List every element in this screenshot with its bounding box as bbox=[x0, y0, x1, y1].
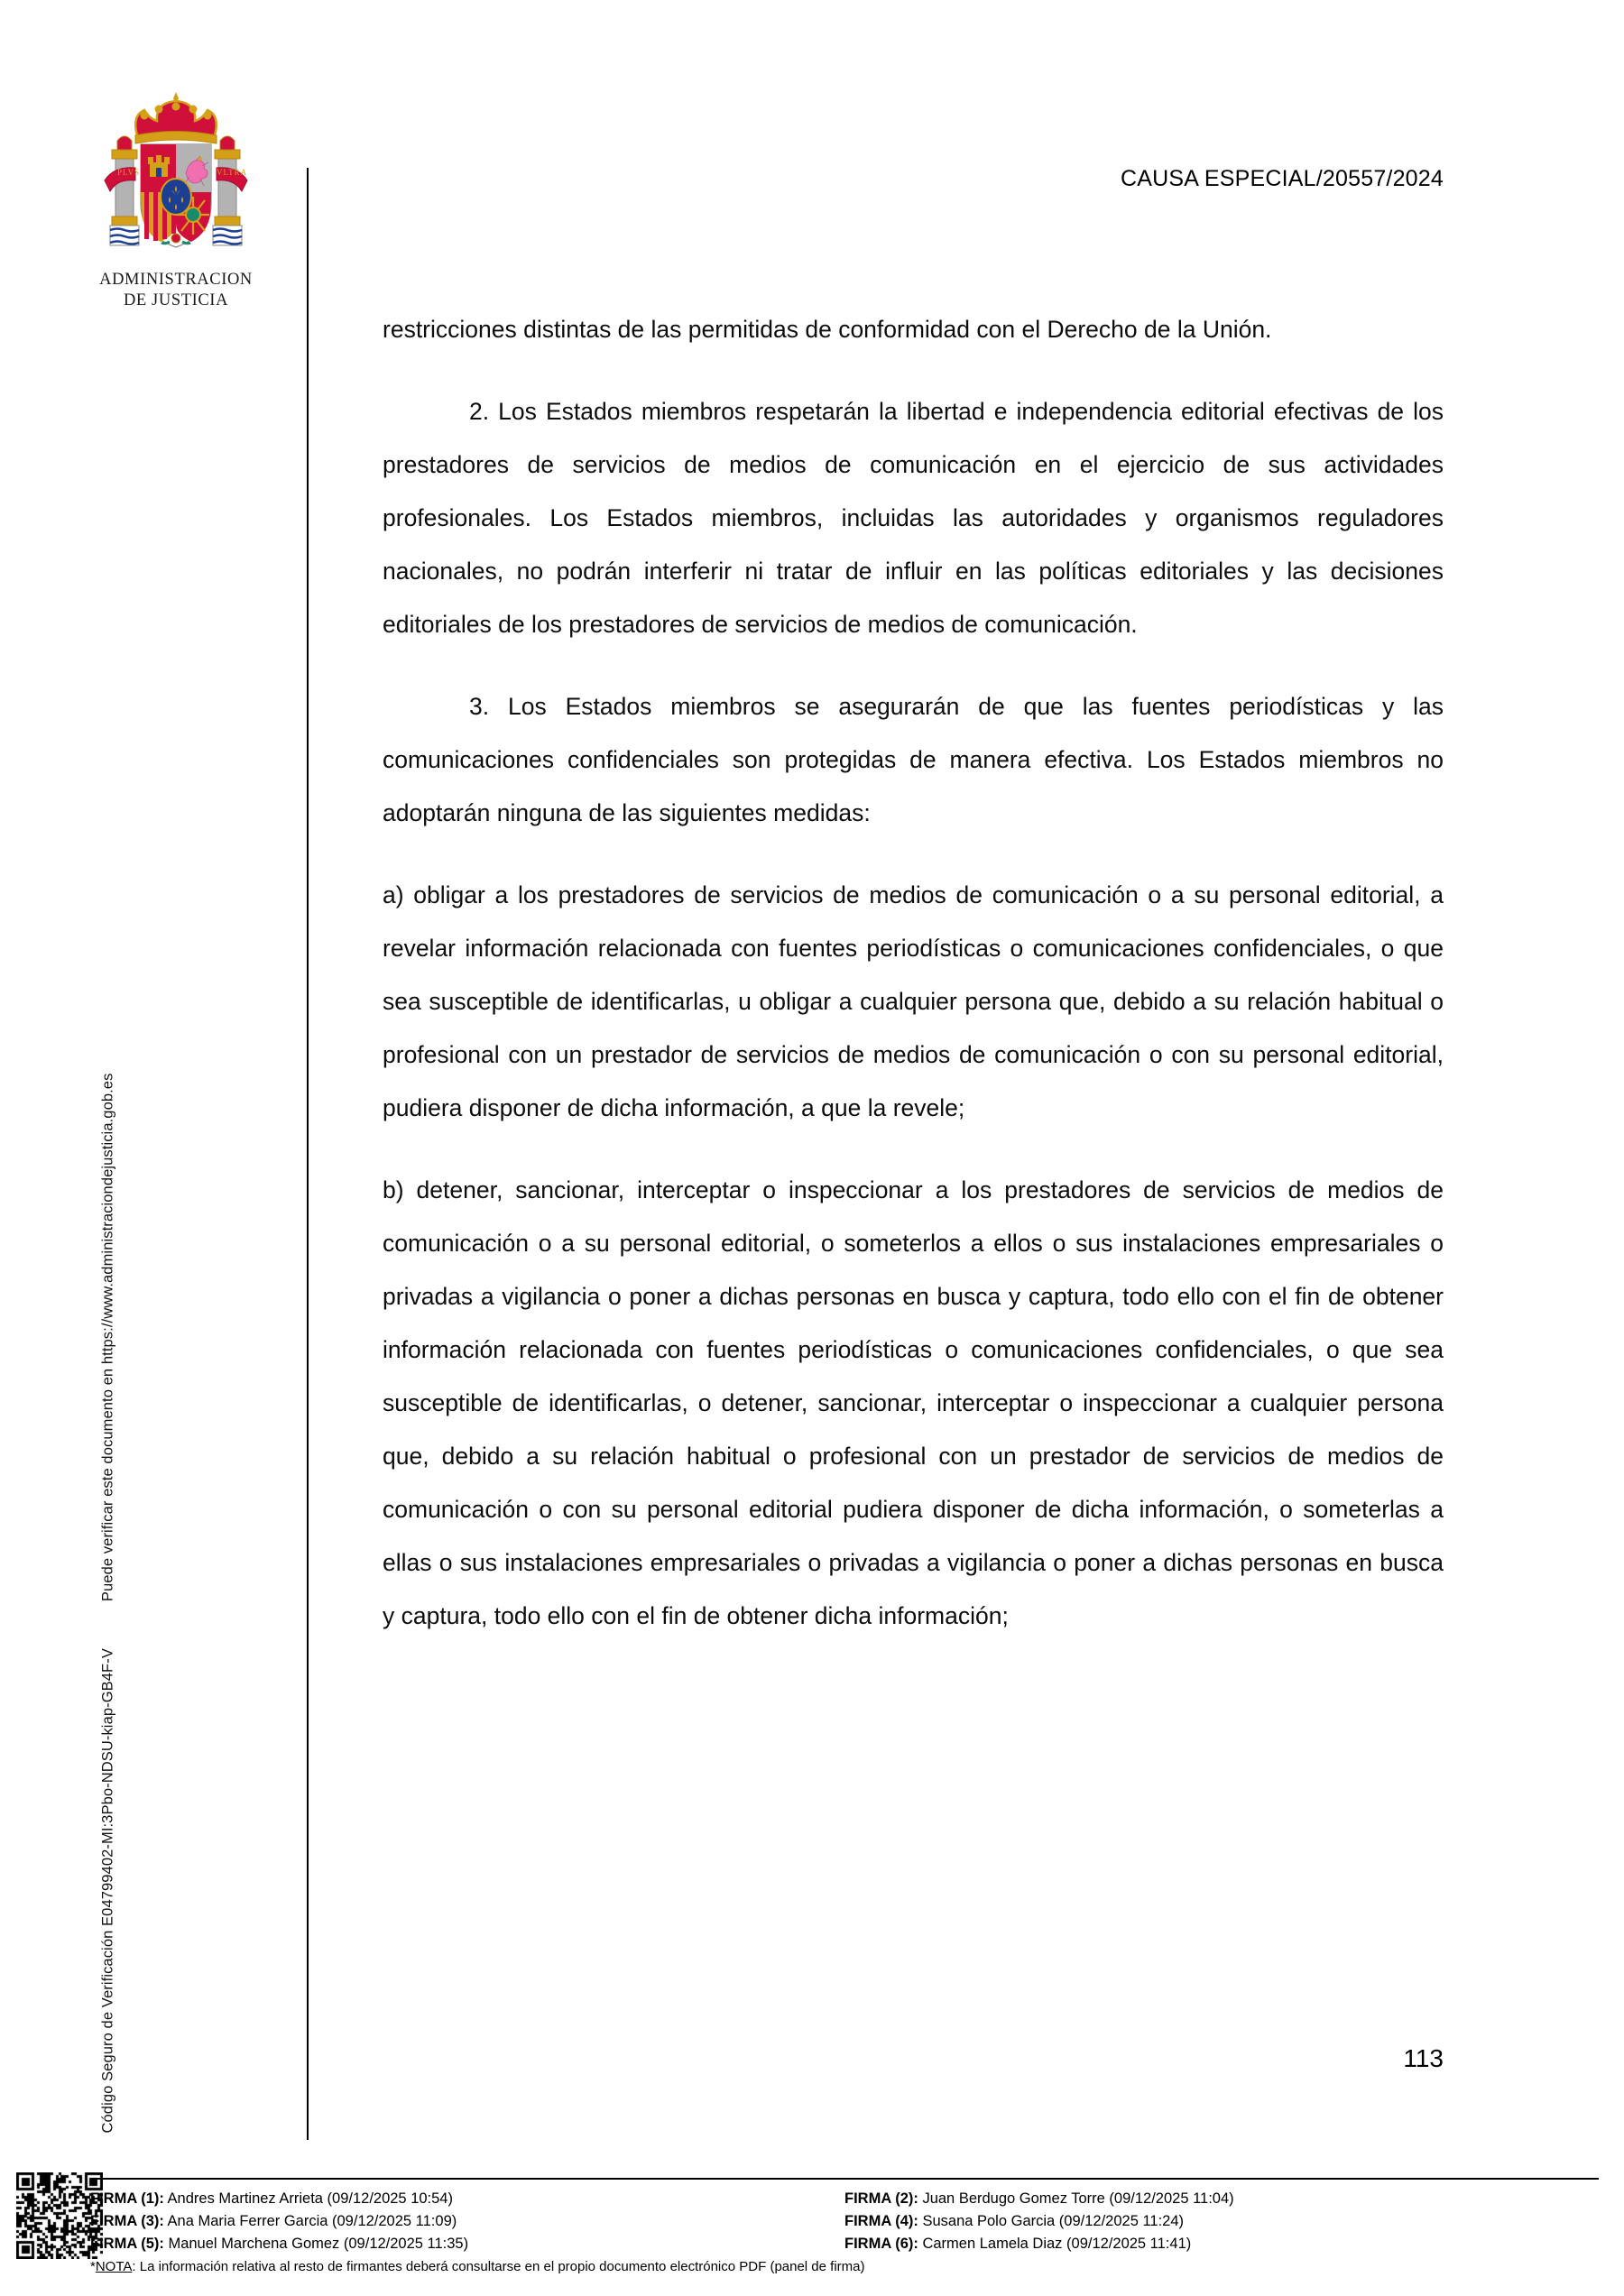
signature-row bbox=[90, 2188, 844, 2210]
verification-code-sidebar bbox=[0, 0, 116, 2156]
signature-row bbox=[844, 2188, 1599, 2210]
signature-row bbox=[90, 2210, 844, 2233]
signature-column-left bbox=[90, 2188, 844, 2255]
signature-value: Ana Maria Ferrer Garcia (09/12/2025 11:09) bbox=[163, 2213, 457, 2229]
csv-verify-url-text: Puede verificar este documento en https://www.administraciondejusticia.gob.es bbox=[99, 1073, 116, 1602]
footer-note-keyword: NOTA bbox=[95, 2259, 133, 2274]
signature-label: FIRMA (3): bbox=[90, 2213, 164, 2229]
paragraph-p-continuation: restricciones distintas de las permitidas de conformidad con el Derecho de la Unión. bbox=[383, 316, 1272, 343]
signature-row bbox=[90, 2233, 844, 2255]
verification-code-text bbox=[100, 23, 117, 2134]
coat-of-arms-block bbox=[63, 79, 289, 309]
spain-coat-of-arms-icon bbox=[90, 79, 262, 269]
signature-value: Juan Berdugo Gomez Torre (09/12/2025 11:04) bbox=[918, 2190, 1234, 2207]
signature-value: Susana Polo Garcia (09/12/2025 11:24) bbox=[918, 2213, 1185, 2229]
signature-columns bbox=[90, 2188, 1599, 2255]
signature-row bbox=[844, 2210, 1599, 2233]
signature-value: Andres Martinez Arrieta (09/12/2025 10:54) bbox=[163, 2190, 453, 2207]
signature-label: FIRMA (2): bbox=[844, 2190, 918, 2207]
page-divider-line bbox=[307, 168, 309, 2140]
paragraph-p-2: 2. Los Estados miembros respetarán la libertad e independencia editorial efectivas de los prestadores de servicios de medios de comunicación en el ejercicio de sus actividades profesionales. Los Estados miembros, incluidas las autoridades y organismos reguladores nacionales, no podrán interferir ni tratar de influir en las políticas editoriales y las decisiones editoriales de los prestadores de servicios de medios de comunicación. bbox=[383, 398, 1444, 638]
footer-divider-rule bbox=[90, 2178, 1599, 2180]
paragraph-p-a: a) obligar a los prestadores de servicios de medios de comunicación o a su personal editorial, a revelar información relacionada con fuentes periodísticas o comunicaciones confidenciales, o que sea susceptible de identificarlas, u obligar a cualquier persona que, debido a su relación habitual o profesional con un prestador de servicios de medios de comunicación o con su personal editorial, pudiera disponer de dicha información, a que la revele; bbox=[383, 881, 1444, 1121]
svg-text:PLVS: PLVS bbox=[117, 168, 141, 177]
case-reference-header: CAUSA ESPECIAL/20557/2024 bbox=[1120, 166, 1444, 191]
signature-value: Carmen Lamela Diaz (09/12/2025 11:41) bbox=[918, 2236, 1192, 2252]
signature-row bbox=[844, 2233, 1599, 2255]
signature-column-right bbox=[844, 2188, 1599, 2255]
page-number: 113 bbox=[1403, 2044, 1444, 2072]
signature-label: FIRMA (4): bbox=[844, 2213, 918, 2229]
footer-note-asterisk: * bbox=[90, 2259, 96, 2274]
footer-note-text: : La información relativa al resto de firmantes deberá consultarse en el propio documento electrónico PDF (panel de firma) bbox=[132, 2259, 865, 2274]
emblem-caption-line2: DE JUSTICIA bbox=[123, 290, 229, 309]
signature-label: FIRMA (5): bbox=[90, 2236, 164, 2252]
paragraph-p-3: 3. Los Estados miembros se asegurarán de que las fuentes periodísticas y las comunicaciones confidenciales son protegidas de manera efectiva. Los Estados miembros no adoptarán ninguna de las siguientes medidas: bbox=[383, 693, 1444, 826]
footer-note bbox=[90, 2258, 1599, 2276]
svg-text:VLTRA: VLTRA bbox=[217, 168, 248, 177]
signature-value: Manuel Marchena Gomez (09/12/2025 11:35) bbox=[163, 2236, 469, 2252]
signature-label: FIRMA (6): bbox=[844, 2236, 918, 2252]
paragraph-p-b: b) detener, sancionar, interceptar o inspeccionar a los prestadores de servicios de medios de comunicación o a su personal editorial, o someterlos a ellos o sus instalaciones empresariales o privadas a vigilancia o poner a dichas personas en busca y captura, todo ello con el fin de obtener información relacionada con fuentes periodísticas o comunicaciones confidenciales, o que sea susceptible de identificarlas, o detener, sancionar, interceptar o inspeccionar a cualquier persona que, debido a su relación habitual o profesional con un prestador de servicios de medios de comunicación o con su personal editorial pudiera disponer de dicha información, o someterlas a ellas o sus instalaciones empresariales o privadas a vigilancia o poner a dichas personas en busca y captura, todo ello con el fin de obtener dicha información; bbox=[383, 1176, 1444, 1629]
signature-label: FIRMA (1): bbox=[90, 2190, 164, 2207]
emblem-caption-line1: ADMINISTRACION bbox=[99, 271, 253, 289]
signature-footer bbox=[90, 2178, 1599, 2276]
csv-code-label: Código Seguro de Verificación E04799402-MI:3Pbo-NDSU-kiap-GB4F-V bbox=[99, 1648, 116, 2134]
document-body bbox=[383, 303, 1444, 1643]
